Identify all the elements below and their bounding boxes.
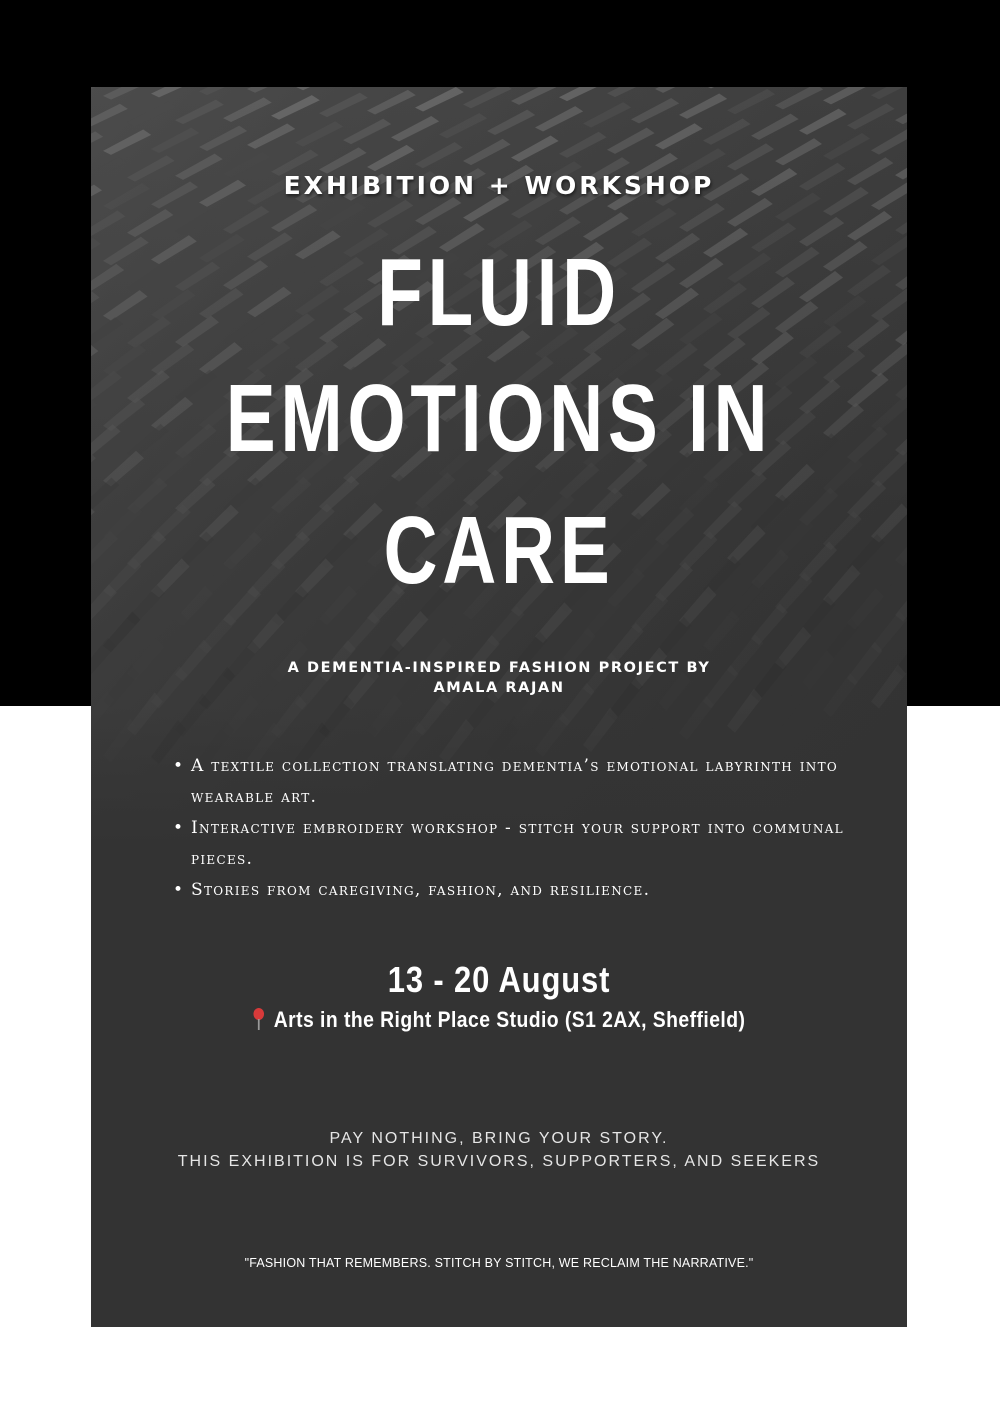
title-line-2: EMOTIONS IN xyxy=(225,365,773,472)
closing-quote: "FASHION THAT REMEMBERS. STITCH BY STITCH, WE RECLAIM THE NARRATIVE." xyxy=(244,1256,754,1270)
map-pin-icon xyxy=(253,1008,265,1030)
event-venue xyxy=(140,1007,858,1033)
tagline-line-2: THIS EXHIBITION IS FOR SURVIVORS, SUPPORTERS, AND SEEKERS xyxy=(177,1153,821,1170)
tagline-line-1: PAY NOTHING, BRING YOUR STORY. xyxy=(329,1130,669,1147)
subtitle-line-2: AMALA RAJAN xyxy=(433,680,565,696)
event-type-heading: EXHIBITION + WORKSHOP xyxy=(283,171,715,200)
poster xyxy=(91,87,907,1327)
highlight-item: • Stories from caregiving, fashion, and resilience. xyxy=(173,875,853,906)
title-line-3: CARE xyxy=(383,497,615,604)
highlights-list xyxy=(173,751,853,906)
title-line-1: FLUID xyxy=(377,239,621,346)
project-subtitle xyxy=(91,658,907,698)
admission-tagline xyxy=(91,1127,907,1173)
highlight-item: • Interactive embroidery workshop - stitch your support into communal pieces. xyxy=(173,813,853,875)
venue-text: Arts in the Right Place Studio (S1 2AX, Sheffield) xyxy=(273,1007,746,1032)
subtitle-line-1: A DEMENTIA-INSPIRED FASHION PROJECT BY xyxy=(287,660,711,676)
event-dates: 13 - 20 August xyxy=(387,959,611,1000)
highlight-item: • A textile collection translating dementia’s emotional labyrinth into wearable art. xyxy=(173,751,853,813)
